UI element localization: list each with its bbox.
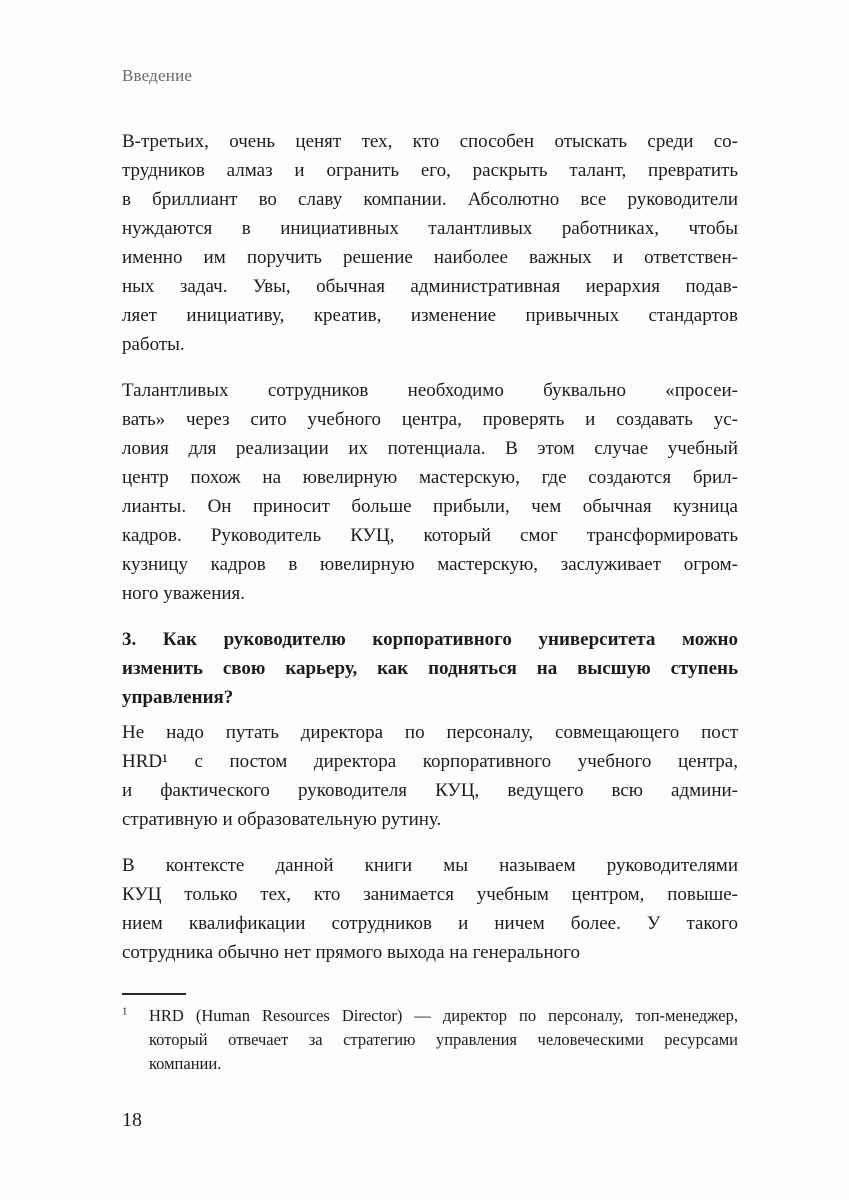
text-line: сотрудника обычно нет прямого выхода на генерального bbox=[122, 942, 580, 963]
text-line: ных задач. Увы, обычная административная иерархия подав- bbox=[122, 276, 738, 297]
text-line: центр похож на ювелирную мастерскую, где создаются брил- bbox=[122, 467, 738, 488]
text-line: Талантливых сотрудников необходимо буквально «просеи- bbox=[122, 380, 738, 401]
text-line: ного уважения. bbox=[122, 583, 246, 604]
text-line: компании. bbox=[149, 1054, 222, 1073]
text-line: лианты. Он приносит больше прибыли, чем обычная кузница bbox=[122, 496, 738, 517]
footnote bbox=[122, 993, 738, 1076]
text-line: трудников алмаз и огранить его, раскрыть талант, превратить bbox=[122, 160, 738, 181]
text-line: В-третьих, очень ценят тех, кто способен отыскать среди со- bbox=[122, 131, 738, 152]
text-line: кузницу кадров в ювелирную мастерскую, заслуживает огром- bbox=[122, 554, 738, 575]
page-content bbox=[122, 66, 738, 1132]
footnote-separator bbox=[122, 993, 186, 995]
footnote-marker: 1 bbox=[122, 1005, 128, 1018]
text-line: и фактического руководителя КУЦ, ведущего всю админи- bbox=[122, 780, 738, 801]
text-line: HRD¹ с постом директора корпоративного учебного центра, bbox=[122, 751, 738, 772]
text-line: нуждаются в инициативных талантливых работниках, чтобы bbox=[122, 218, 738, 239]
text-line: кадров. Руководитель КУЦ, который смог трансформировать bbox=[122, 525, 738, 546]
text-line: именно им поручить решение наиболее важных и ответствен- bbox=[122, 247, 738, 268]
running-header: Введение bbox=[122, 66, 193, 85]
section-heading bbox=[122, 625, 738, 712]
footnote-marker-cell bbox=[122, 1004, 149, 1076]
page-number: 18 bbox=[122, 1109, 142, 1131]
footnote-body bbox=[122, 1004, 738, 1076]
text-line: ловия для реализации их потенциала. В этом случае учебный bbox=[122, 438, 738, 459]
text-line: стративную и образовательную рутину. bbox=[122, 809, 442, 830]
paragraph-3 bbox=[122, 718, 738, 834]
paragraph-4 bbox=[122, 851, 738, 967]
text-line: который отвечает за стратегию управления человеческими ресурсами bbox=[149, 1030, 738, 1049]
text-line: вать» через сито учебного центра, проверять и создавать ус- bbox=[122, 409, 738, 430]
text-line: Не надо путать директора по персоналу, совмещающего пост bbox=[122, 722, 738, 743]
text-line: В контексте данной книги мы называем руководителями bbox=[122, 855, 738, 876]
text-line: 3. Как руководителю корпоративного университета можно bbox=[122, 629, 738, 650]
text-line: изменить свою карьеру, как подняться на высшую ступень bbox=[122, 658, 738, 679]
text-line: управления? bbox=[122, 687, 234, 708]
text-line: КУЦ только тех, кто занимается учебным центром, повыше- bbox=[122, 884, 738, 905]
text-line: нием квалификации сотрудников и ничем более. У такого bbox=[122, 913, 738, 934]
text-line: работы. bbox=[122, 334, 185, 355]
text-line: в бриллиант во славу компании. Абсолютно все руководители bbox=[122, 189, 738, 210]
footnote-text bbox=[149, 1004, 738, 1076]
paragraph-1 bbox=[122, 127, 738, 359]
paragraph-2 bbox=[122, 376, 738, 608]
text-line: ляет инициативу, креатив, изменение привычных стандартов bbox=[122, 305, 738, 326]
text-line: HRD (Human Resources Director) — директор по персоналу, топ-менеджер, bbox=[149, 1006, 738, 1025]
